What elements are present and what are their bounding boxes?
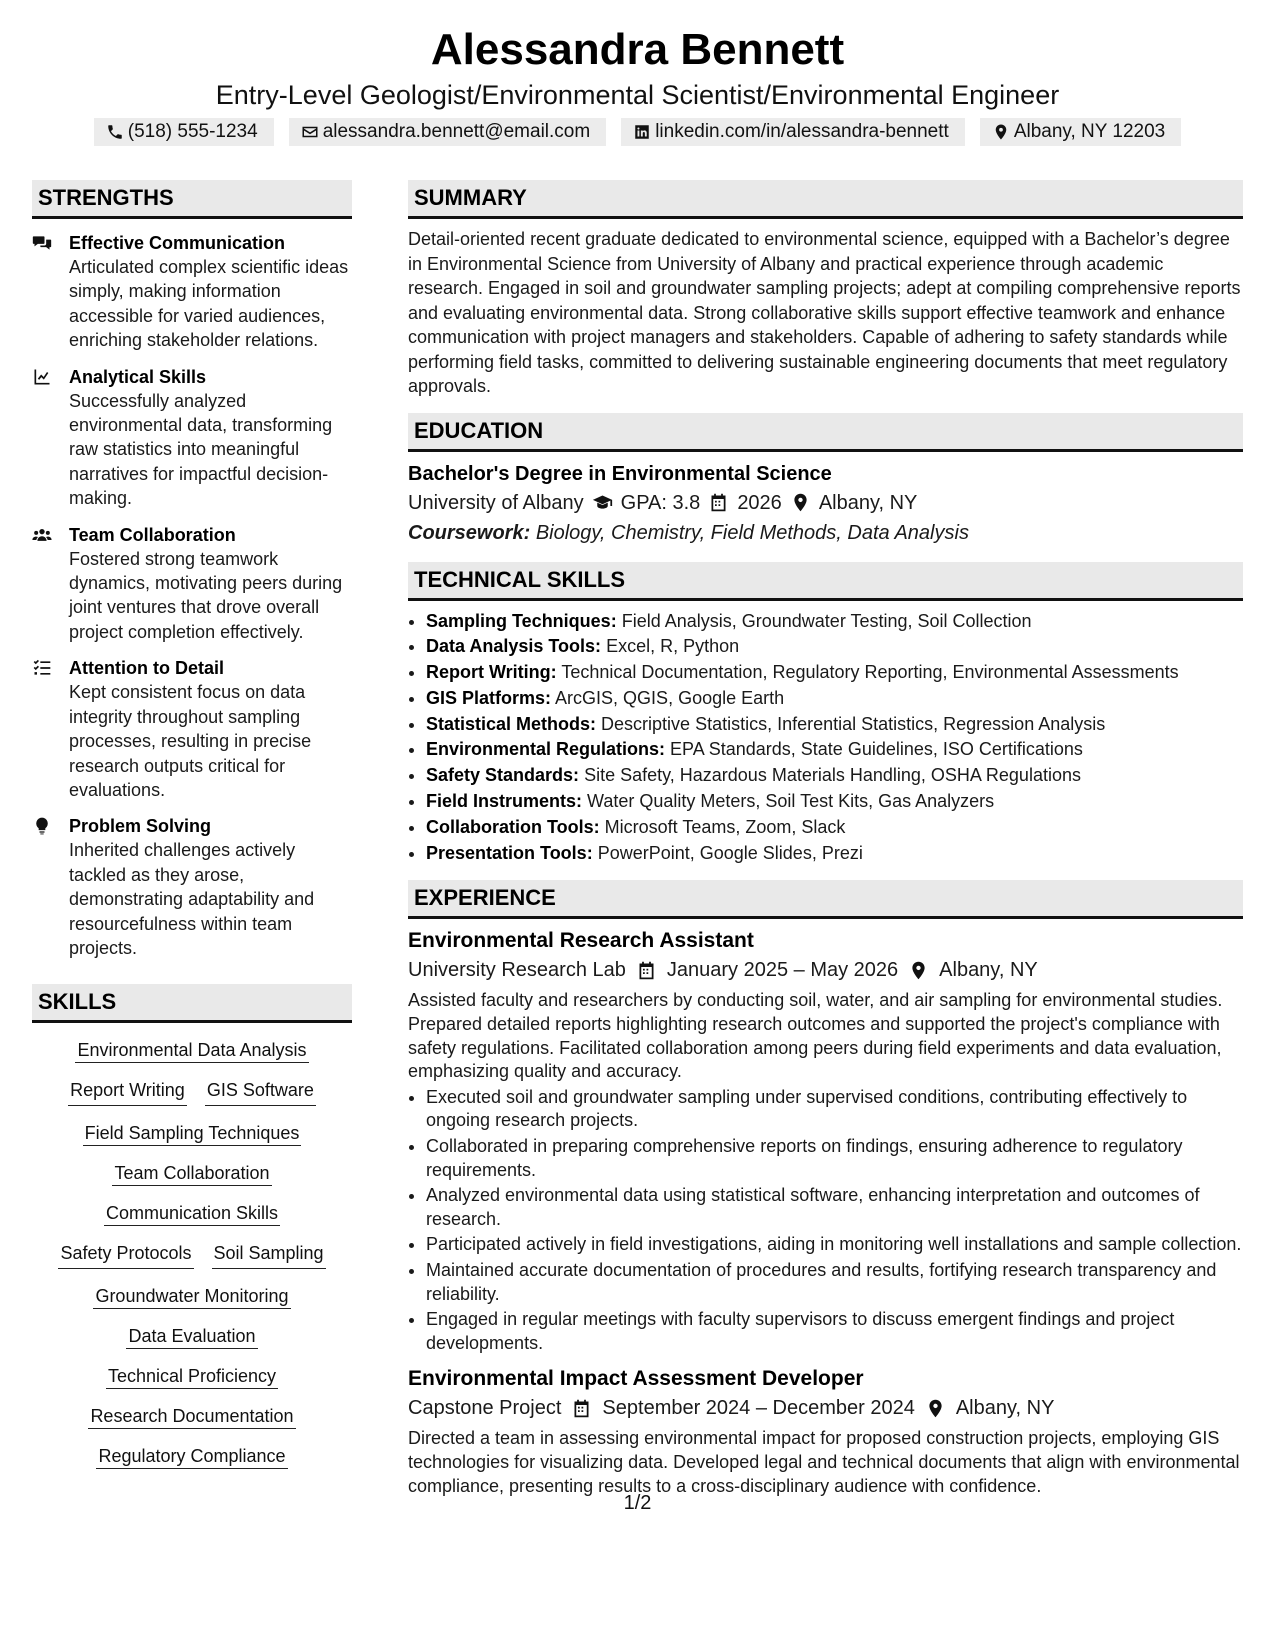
resume-body	[32, 180, 1243, 1498]
tech-skill-label: Collaboration Tools:	[426, 816, 600, 837]
list-item	[426, 841, 1243, 867]
skill-tag: Technical Proficiency	[106, 1366, 278, 1389]
list-item: • Analyzed environmental data using statistical software, enhancing interpretation and outcomes of research.	[426, 1184, 1243, 1231]
skill-tag: Environmental Data Analysis	[75, 1040, 308, 1063]
education-coursework	[408, 518, 1243, 548]
strength-item	[32, 656, 352, 802]
list-item: • Maintained accurate documentation of procedures and results, fortifying research transparency and reliability.	[426, 1259, 1243, 1306]
tech-skill-label: Safety Standards:	[426, 765, 580, 786]
tech-skill-label: Presentation Tools:	[426, 842, 593, 863]
contact-linkedin-text: linkedin.com/in/alessandra-bennett	[655, 121, 949, 142]
comments-icon	[32, 233, 52, 253]
list-item	[426, 660, 1243, 686]
education-school: University of Albany	[408, 491, 584, 514]
calendar-icon	[636, 960, 657, 981]
skill-tag: GIS Software	[205, 1077, 316, 1106]
summary-text: Detail-oriented recent graduate dedicated to environmental science, equipped with a Bachelor’s degree in Environmental Science from University of Albany and practical experience through academic research. Engaged in soil and groundwater sampling projects; adept at compiling comprehensive reports and evaluating environmental data. Strong collaborative skills support effective teamwork and enhance communication with project managers and stakeholders. Capable of adhering to safety standards while performing field tasks, committed to delivering sustainable engineering documents that meet regulatory approvals.	[408, 229, 1241, 396]
education-details	[408, 488, 1243, 518]
contact-linkedin[interactable]	[621, 118, 965, 146]
strength-title: Analytical Skills	[69, 366, 207, 387]
left-column	[32, 180, 352, 1498]
page-number: 1/2	[623, 1492, 652, 1514]
resume-header	[0, 0, 1275, 146]
strengths-list	[32, 219, 352, 960]
map-pin-icon	[790, 492, 811, 513]
strength-title: Problem Solving	[69, 816, 212, 837]
education-gpa: GPA: 3.8	[620, 491, 701, 514]
strength-title: Team Collaboration	[69, 524, 236, 545]
tech-skill-value: Water Quality Meters, Soil Test Kits, Gas Analyzers	[587, 791, 995, 812]
summary-heading: SUMMARY	[408, 180, 1243, 219]
job-org: University Research Lab	[408, 959, 626, 982]
calendar-icon	[571, 1398, 592, 1419]
list-item	[426, 815, 1243, 841]
tech-skill-label: Field Instruments:	[426, 791, 583, 812]
envelope-icon	[301, 123, 319, 141]
graduation-cap-icon	[592, 492, 613, 513]
list-item	[426, 789, 1243, 815]
list-item: • Collaborated in preparing comprehensive reports on findings, ensuring adherence to regulatory requirements.	[426, 1135, 1243, 1182]
experience-heading: EXPERIENCE	[408, 880, 1243, 919]
candidate-name: Alessandra Bennett	[430, 25, 845, 74]
job-title: Environmental Impact Assessment Developer	[408, 1367, 864, 1391]
tech-skill-value: EPA Standards, State Guidelines, ISO Certifications	[670, 739, 1083, 760]
list-item	[426, 763, 1243, 789]
right-column	[408, 180, 1243, 1498]
skill-tag: Team Collaboration	[112, 1163, 271, 1186]
tech-skill-value: ArcGIS, QGIS, Google Earth	[555, 687, 785, 708]
coursework-text: Biology, Chemistry, Field Methods, Data Analysis	[535, 521, 969, 544]
list-item	[426, 686, 1243, 712]
contact-phone-text: (518) 555-1234	[127, 121, 258, 142]
job-entry	[408, 927, 1243, 1355]
education-location: Albany, NY	[818, 491, 918, 514]
technical-skills-list	[408, 609, 1243, 867]
skills-heading: SKILLS	[32, 984, 352, 1023]
skills-list	[32, 1023, 352, 1469]
tech-skill-value: PowerPoint, Google Slides, Prezi	[597, 842, 863, 863]
skill-tag: Research Documentation	[88, 1406, 295, 1429]
candidate-title: Entry-Level Geologist/Environmental Scientist/Environmental Engineer	[215, 80, 1060, 110]
job-meta	[408, 955, 1243, 985]
tech-skill-label: GIS Platforms:	[426, 687, 552, 708]
list-item: • Engaged in regular meetings with faculty supervisors to discuss emergent findings and project developments.	[426, 1308, 1243, 1355]
strength-desc: Successfully analyzed environmental data, transforming raw statistics into meaningful narratives for impactful decision-making.	[69, 390, 333, 509]
education-heading: EDUCATION	[408, 413, 1243, 452]
strength-title: Attention to Detail	[69, 658, 224, 679]
strength-desc: Inherited challenges actively tackled as they arose, demonstrating adaptability and resourcefulness within team projects.	[69, 840, 315, 958]
job-dates: September 2024 – December 2024	[602, 1397, 915, 1420]
strength-item	[32, 365, 352, 511]
list-item	[426, 634, 1243, 660]
tech-skill-value: Field Analysis, Groundwater Testing, Soil Collection	[621, 610, 1032, 631]
tech-skill-label: Data Analysis Tools:	[426, 636, 602, 657]
job-dates: January 2025 – May 2026	[666, 959, 899, 982]
strength-item	[32, 523, 352, 645]
tech-skill-label: Report Writing:	[426, 662, 557, 683]
education-year: 2026	[737, 491, 782, 514]
contact-phone[interactable]	[94, 118, 274, 146]
calendar-icon	[708, 492, 729, 513]
list-item	[426, 712, 1243, 738]
list-item: • Participated actively in field investigations, aiding in monitoring well installations and sample collection.	[426, 1233, 1243, 1257]
map-pin-icon	[992, 123, 1010, 141]
tech-skill-value: Technical Documentation, Regulatory Reporting, Environmental Assessments	[561, 662, 1179, 683]
strength-item	[32, 814, 352, 960]
tech-skill-label: Environmental Regulations:	[426, 739, 666, 760]
technical-skills-heading: TECHNICAL SKILLS	[408, 562, 1243, 601]
job-description: Directed a team in assessing environmental impact for proposed construction projects, employing GIS technologies for visualizing data. Developed legal and technical documents that align with environmental compliance, presenting results to a cross-disciplinary audience with confidence.	[408, 1428, 1240, 1496]
strength-desc: Fostered strong teamwork dynamics, motivating peers during joint ventures that drove overall project completion effectively.	[69, 548, 343, 642]
users-icon	[32, 525, 52, 545]
job-title: Environmental Research Assistant	[408, 929, 754, 953]
contact-bar	[0, 118, 1275, 146]
skill-tag: Safety Protocols	[58, 1240, 193, 1269]
skill-tag: Data Evaluation	[126, 1326, 257, 1349]
strength-title: Effective Communication	[69, 233, 286, 253]
list-item	[426, 609, 1243, 635]
job-location: Albany, NY	[939, 959, 1038, 982]
contact-location-text: Albany, NY 12203	[1013, 121, 1166, 142]
job-meta	[408, 1393, 1243, 1423]
linkedin-icon	[633, 123, 651, 141]
tech-skill-value: Microsoft Teams, Zoom, Slack	[604, 816, 846, 837]
list-item: • Executed soil and groundwater sampling under supervised conditions, contributing effectively to ongoing research projects.	[426, 1086, 1243, 1133]
contact-location	[980, 118, 1181, 146]
education-degree: Bachelor's Degree in Environmental Science	[408, 462, 832, 485]
list-check-icon	[32, 658, 52, 678]
list-item	[426, 737, 1243, 763]
job-description: Assisted faculty and researchers by conducting soil, water, and air sampling for environmental studies. Prepared detailed reports highlighting research outcomes and supported the project's compliance with safety regulations. Facilitated collaboration among peers during field experiments and data evaluation, emphasizing quality and accuracy.	[408, 990, 1223, 1082]
coursework-label: Coursework:	[408, 521, 531, 544]
job-entry	[408, 1365, 1243, 1498]
skill-tag: Groundwater Monitoring	[93, 1286, 290, 1309]
skill-tag: Communication Skills	[104, 1203, 280, 1226]
job-location: Albany, NY	[955, 1397, 1055, 1420]
tech-skill-label: Sampling Techniques:	[426, 610, 617, 631]
strength-desc: Articulated complex scientific ideas simply, making information accessible for varied audiences, enriching stakeholder relations.	[69, 257, 349, 351]
tech-skill-value: Site Safety, Hazardous Materials Handling, OSHA Regulations	[584, 765, 1081, 786]
skill-tag: Regulatory Compliance	[96, 1446, 287, 1469]
chart-line-icon	[32, 367, 52, 387]
strengths-heading: STRENGTHS	[32, 180, 352, 219]
map-pin-icon	[925, 1398, 946, 1419]
contact-email[interactable]	[289, 118, 606, 146]
skill-tag: Field Sampling Techniques	[83, 1123, 302, 1146]
tech-skill-value: Excel, R, Python	[606, 636, 740, 657]
strength-item	[32, 231, 352, 353]
job-org: Capstone Project	[408, 1397, 562, 1420]
contact-email-text: alessandra.bennett@email.com	[322, 121, 591, 142]
job-bullets	[408, 1086, 1243, 1356]
tech-skill-label: Statistical Methods:	[426, 713, 597, 734]
skill-tag: Soil Sampling	[212, 1240, 326, 1269]
map-pin-icon	[908, 960, 929, 981]
tech-skill-value: Descriptive Statistics, Inferential Statistics, Regression Analysis	[601, 713, 1106, 734]
skill-tag: Report Writing	[68, 1077, 187, 1106]
phone-icon	[106, 123, 124, 141]
lightbulb-icon	[32, 816, 52, 836]
strength-desc: Kept consistent focus on data integrity throughout sampling processes, resulting in precise research outputs critical for evaluations.	[69, 682, 312, 800]
